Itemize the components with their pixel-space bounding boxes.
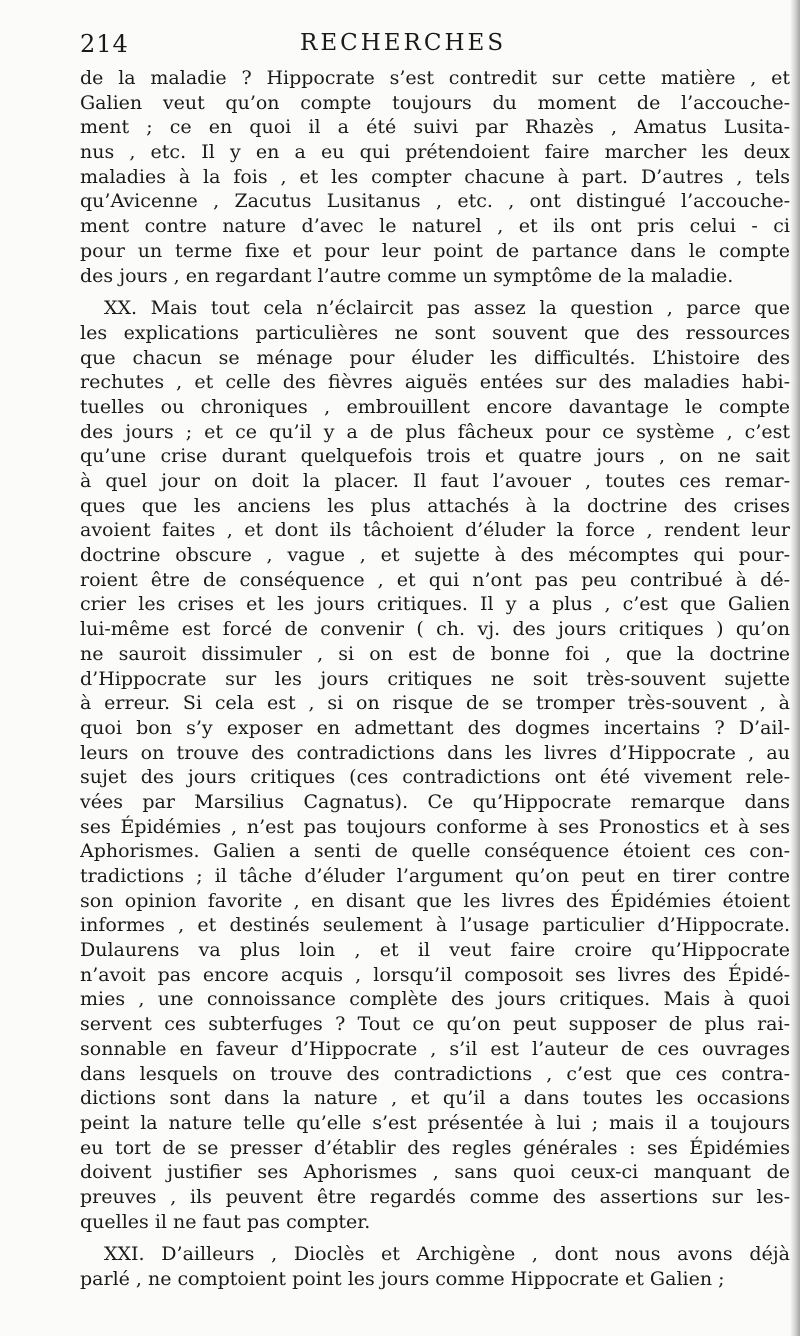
page-number: 214 <box>80 30 129 58</box>
text-line: avoient faites , et dont ils tâchoient d’éluder la force , rendent leur <box>80 519 790 542</box>
text-line: que chacun se ménage pour éluder les difficultés. L’histoire des <box>80 346 790 369</box>
text-line: ment contre nature d’avec le naturel , et ils ont pris celui - ci <box>80 215 790 238</box>
text-line: qu’une crise durant quelquefois trois et quatre jours , on ne sait <box>80 445 790 468</box>
text-line: XX. Mais tout cela n’éclaircit pas assez la question , parce que <box>104 297 790 320</box>
paragraph-gap <box>80 288 790 296</box>
paragraph <box>80 66 790 288</box>
body-text <box>80 66 790 1292</box>
text-line: d’Hippocrate sur les jours critiques ne soit très-souvent sujette <box>80 667 790 690</box>
text-line: sonnable en faveur d’Hippocrate , s’il est l’auteur de ces ouvrages <box>80 1037 790 1060</box>
text-line: Dulaurens va plus loin , et il veut faire croire qu’Hippocrate <box>80 939 790 962</box>
text-line: nus , etc. Il y en a eu qui prétendoient faire marcher les deux <box>80 141 790 164</box>
running-head <box>80 30 780 64</box>
text-line: preuves , ils peuvent être regardés comme des assertions sur les- <box>80 1185 790 1208</box>
text-line: ques que les anciens les plus attachés à la doctrine des crises <box>80 494 790 517</box>
text-line: parlé , ne comptoient point les jours comme Hippocrate et Galien ; <box>80 1268 725 1290</box>
text-line: à quel jour on doit la placer. Il faut l’avouer , toutes ces remar- <box>80 470 790 492</box>
text-line: dictions sont dans la nature , et qu’il a dans toutes les occasions <box>80 1087 790 1110</box>
text-line: crier les crises et les jours critiques. Il y a plus , c’est que Galien <box>80 593 790 616</box>
text-line: ses Épidémies , n’est pas toujours conforme à ses Pronostics et à ses <box>80 815 790 838</box>
text-line: eu tort de se presser d’établir des regles générales : ses Épidémies <box>80 1136 790 1159</box>
text-line: peint la nature telle qu’elle s’est présentée à lui ; mais il a toujours <box>80 1111 790 1134</box>
text-line: doctrine obscure , vague , et sujette à des mécomptes qui pour- <box>80 544 790 567</box>
text-line: Aphorismes. Galien a senti de quelle conséquence étoient ces con- <box>80 840 790 863</box>
text-line: rechutes , et celle des fièvres aiguës entées sur des maladies habi- <box>80 371 790 394</box>
text-line: quelles il ne faut pas compter. <box>80 1210 371 1233</box>
text-line: à erreur. Si cela est , si on risque de se tromper très-souvent , à <box>80 692 790 715</box>
text-line: qu’Avicenne , Zacutus Lusitanus , etc. , ont distingué l’accouche- <box>80 190 790 213</box>
text-line: tuelles ou chroniques , embrouillent encore davantage le compte <box>80 395 790 418</box>
page-edge-shadow <box>790 0 800 1336</box>
text-line: leurs on trouve des contradictions dans les livres d’Hippocrate , au <box>80 741 790 764</box>
text-line: informes , et destinés seulement à l’usage particulier d’Hippocrate. <box>80 914 790 937</box>
text-line: des jours , en regardant l’autre comme un symptôme de la maladie. <box>80 264 734 287</box>
text-line: des jours ; et ce qu’il y a de plus fâcheux pour ce système , c’est <box>80 420 790 443</box>
text-line: dans lesquels on trouve des contradictions , c’est que ces contra- <box>80 1062 790 1085</box>
text-line: lui-même est forcé de convenir ( ch. vj. des jours critiques ) qu’on <box>80 618 790 641</box>
text-line: doivent justifier ses Aphorismes , sans quoi ceux-ci manquant de <box>80 1161 790 1184</box>
paragraph-gap <box>80 1234 790 1242</box>
text-line: servent ces subterfuges ? Tout ce qu’on peut supposer de plus rai- <box>80 1013 790 1036</box>
text-line: tradictions ; il tâche d’éluder l’argument qu’on peut en tirer contre <box>80 865 790 887</box>
text-line: mies , une connoissance complète des jours critiques. Mais à quoi <box>80 988 790 1011</box>
text-line: n’avoit pas encore acquis , lorsqu’il composoit ses livres des Épidé- <box>80 963 790 986</box>
text-line: ne sauroit dissimuler , si on est de bonne foi , que la doctrine <box>80 642 790 665</box>
text-line: XXI. D’ailleurs , Dioclès et Archigène , dont nous avons déjà <box>104 1243 790 1266</box>
text-line: de la maladie ? Hippocrate s’est contredit sur cette matière , et <box>80 67 790 89</box>
text-line: roient être de conséquence , et qui n’ont pas peu contribué à dé- <box>80 568 790 591</box>
text-line: quoi bon s’y exposer en admettant des dogmes incertains ? D’ail- <box>80 716 790 739</box>
paragraph <box>80 296 790 1234</box>
running-title: RECHERCHES <box>300 30 507 56</box>
text-line: Galien veut qu’on compte toujours du moment de l’accouche- <box>80 91 790 114</box>
text-line: maladies à la fois , et les compter chacune à part. D’autres , tels <box>80 165 790 188</box>
text-line: ment ; ce en quoi il a été suivi par Rhazès , Amatus Lusita- <box>80 116 790 139</box>
text-line: vées par Marsilius Cagnatus). Ce qu’Hippocrate remarque dans <box>80 790 790 813</box>
text-line: sujet des jours critiques (ces contradictions ont été vivement rele- <box>80 766 790 789</box>
text-line: pour un terme fixe et pour leur point de partance dans le compte <box>80 239 790 262</box>
paragraph <box>80 1242 790 1291</box>
text-line: son opinion favorite , en disant que les livres des Épidémies étoient <box>80 889 790 912</box>
text-line: les explications particulières ne sont souvent que des ressources <box>80 321 790 344</box>
